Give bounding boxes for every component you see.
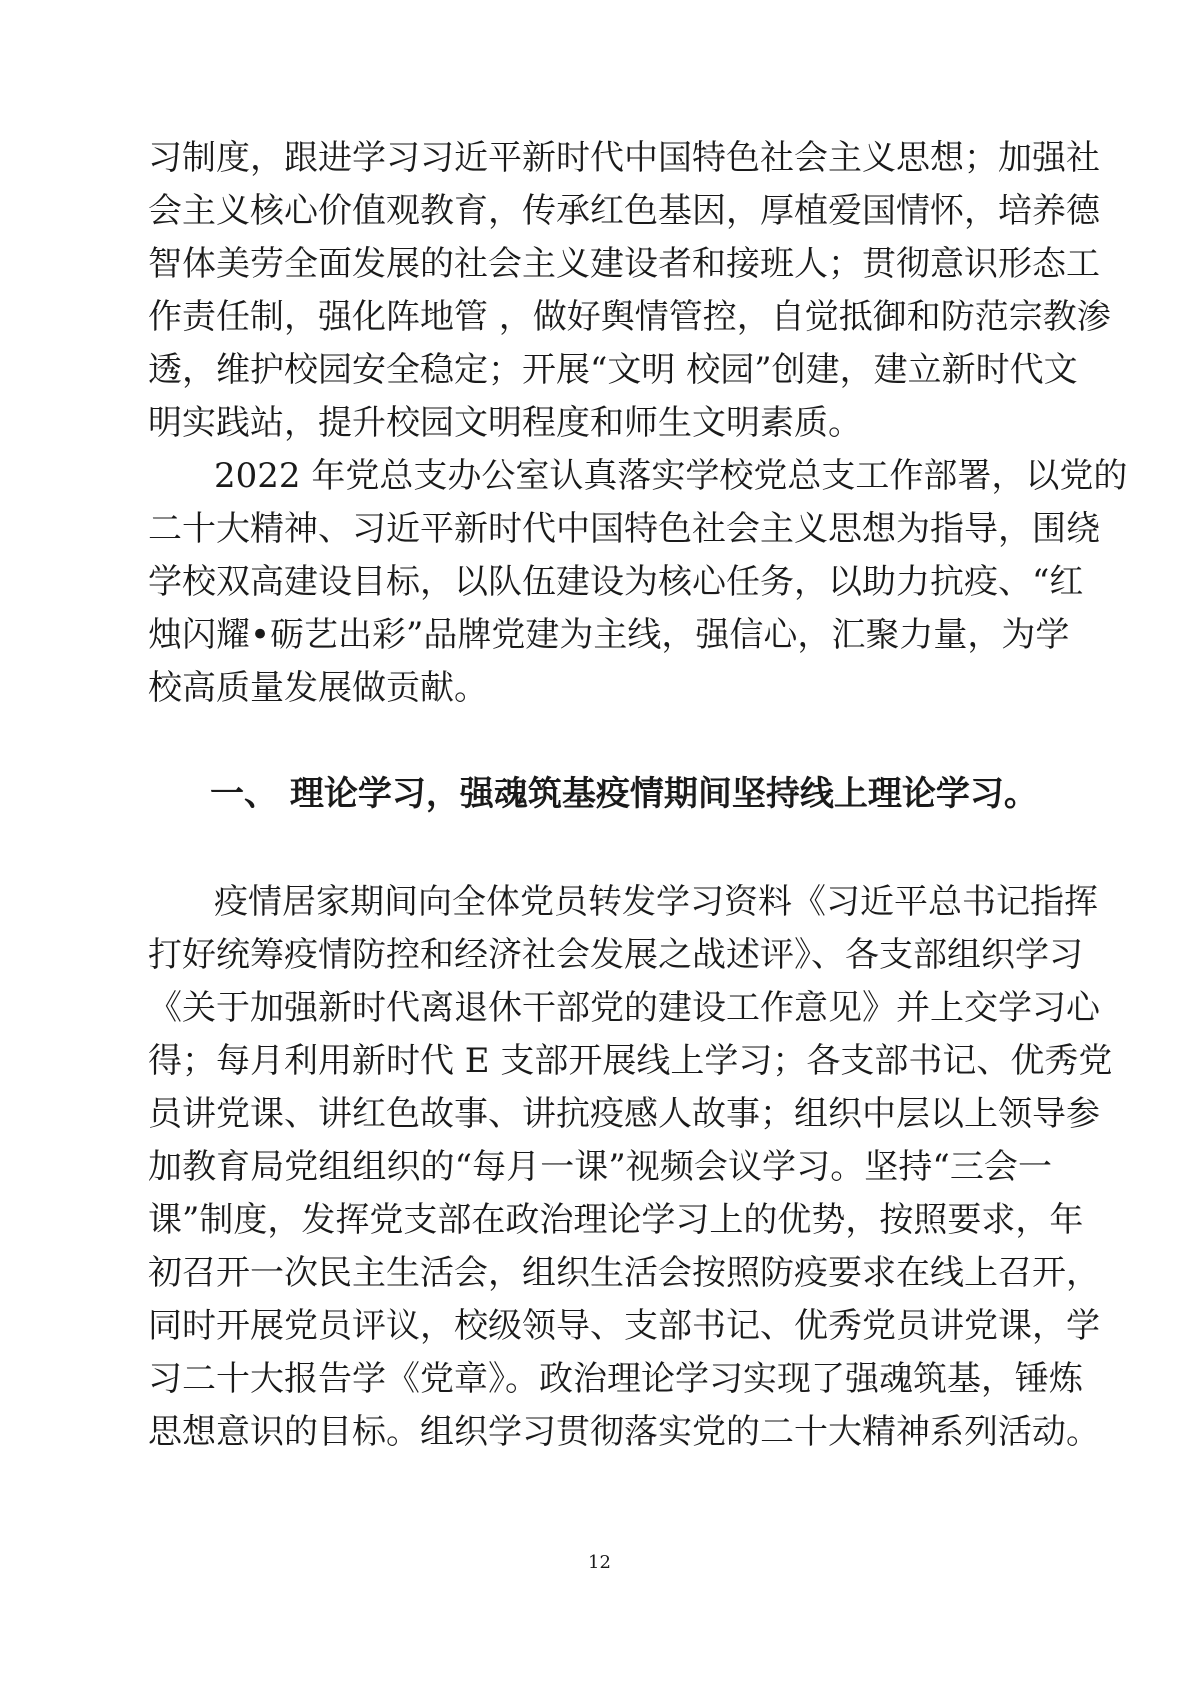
paragraph-3-line-2: 打好统筹疫情防控和经济社会发展之战述评》、各支部组织学习 xyxy=(148,935,1083,975)
section-1-heading: 一、 理论学习，强魂筑基疫情期间坚持线上理论学习。 xyxy=(210,774,1038,814)
paragraph-3-line-3: 《关于加强新时代离退休干部党的建设工作意见》并上交学习心 xyxy=(148,988,1100,1028)
paragraph-3-line-10: 习二十大报告学《党章》。政治理论学习实现了强魂筑基，锤炼 xyxy=(148,1359,1083,1399)
paragraph-3-line-6: 加教育局党组组织的“每月一课”视频会议学习。坚持“三会一 xyxy=(148,1147,1052,1187)
paragraph-3-line-4: 得；每月利用新时代 E 支部开展线上学习；各支部书记、优秀党 xyxy=(148,1041,1113,1081)
paragraph-2-line-4: 烛闪耀•砺艺出彩”品牌党建为主线，强信心，汇聚力量，为学 xyxy=(148,615,1070,655)
paragraph-2-line-2: 二十大精神、习近平新时代中国特色社会主义思想为指导，围绕 xyxy=(148,509,1100,549)
paragraph-1-line-4: 作责任制，强化阵地管 ，做好舆情管控，自觉抵御和防范宗教渗 xyxy=(148,297,1111,337)
paragraph-2-line-3: 学校双高建设目标，以队伍建设为核心任务，以助力抗疫、“红 xyxy=(148,562,1084,602)
paragraph-1-line-5: 透，维护校园安全稳定；开展“文明 校园”创建，建立新时代文 xyxy=(148,350,1078,390)
page-number: 12 xyxy=(588,1552,611,1573)
paragraph-1-line-3: 智体美劳全面发展的社会主义建设者和接班人；贯彻意识形态工 xyxy=(148,244,1100,284)
paragraph-1-line-2: 会主义核心价值观教育，传承红色基因，厚植爱国情怀，培养德 xyxy=(148,191,1100,231)
paragraph-3-line-11: 思想意识的目标。组织学习贯彻落实党的二十大精神系列活动。 xyxy=(148,1412,1100,1452)
paragraph-2-line-5: 校高质量发展做贡献。 xyxy=(148,668,488,708)
paragraph-3-line-5: 员讲党课、讲红色故事、讲抗疫感人故事；组织中层以上领导参 xyxy=(148,1094,1100,1134)
paragraph-2-line-1: 2022 年党总支办公室认真落实学校党总支工作部署，以党的 xyxy=(214,456,1128,496)
paragraph-1-line-1: 习制度，跟进学习习近平新时代中国特色社会主义思想；加强社 xyxy=(148,138,1100,178)
paragraph-1-line-6: 明实践站，提升校园文明程度和师生文明素质。 xyxy=(148,403,862,443)
paragraph-3-line-9: 同时开展党员评议，校级领导、支部书记、优秀党员讲党课，学 xyxy=(148,1306,1100,1346)
paragraph-3-line-7: 课”制度，发挥党支部在政治理论学习上的优势，按照要求，年 xyxy=(148,1200,1084,1240)
paragraph-3-line-8: 初召开一次民主生活会，组织生活会按照防疫要求在线上召开， xyxy=(148,1253,1100,1293)
paragraph-3-line-1: 疫情居家期间向全体党员转发学习资料《习近平总书记指挥 xyxy=(214,882,1098,922)
